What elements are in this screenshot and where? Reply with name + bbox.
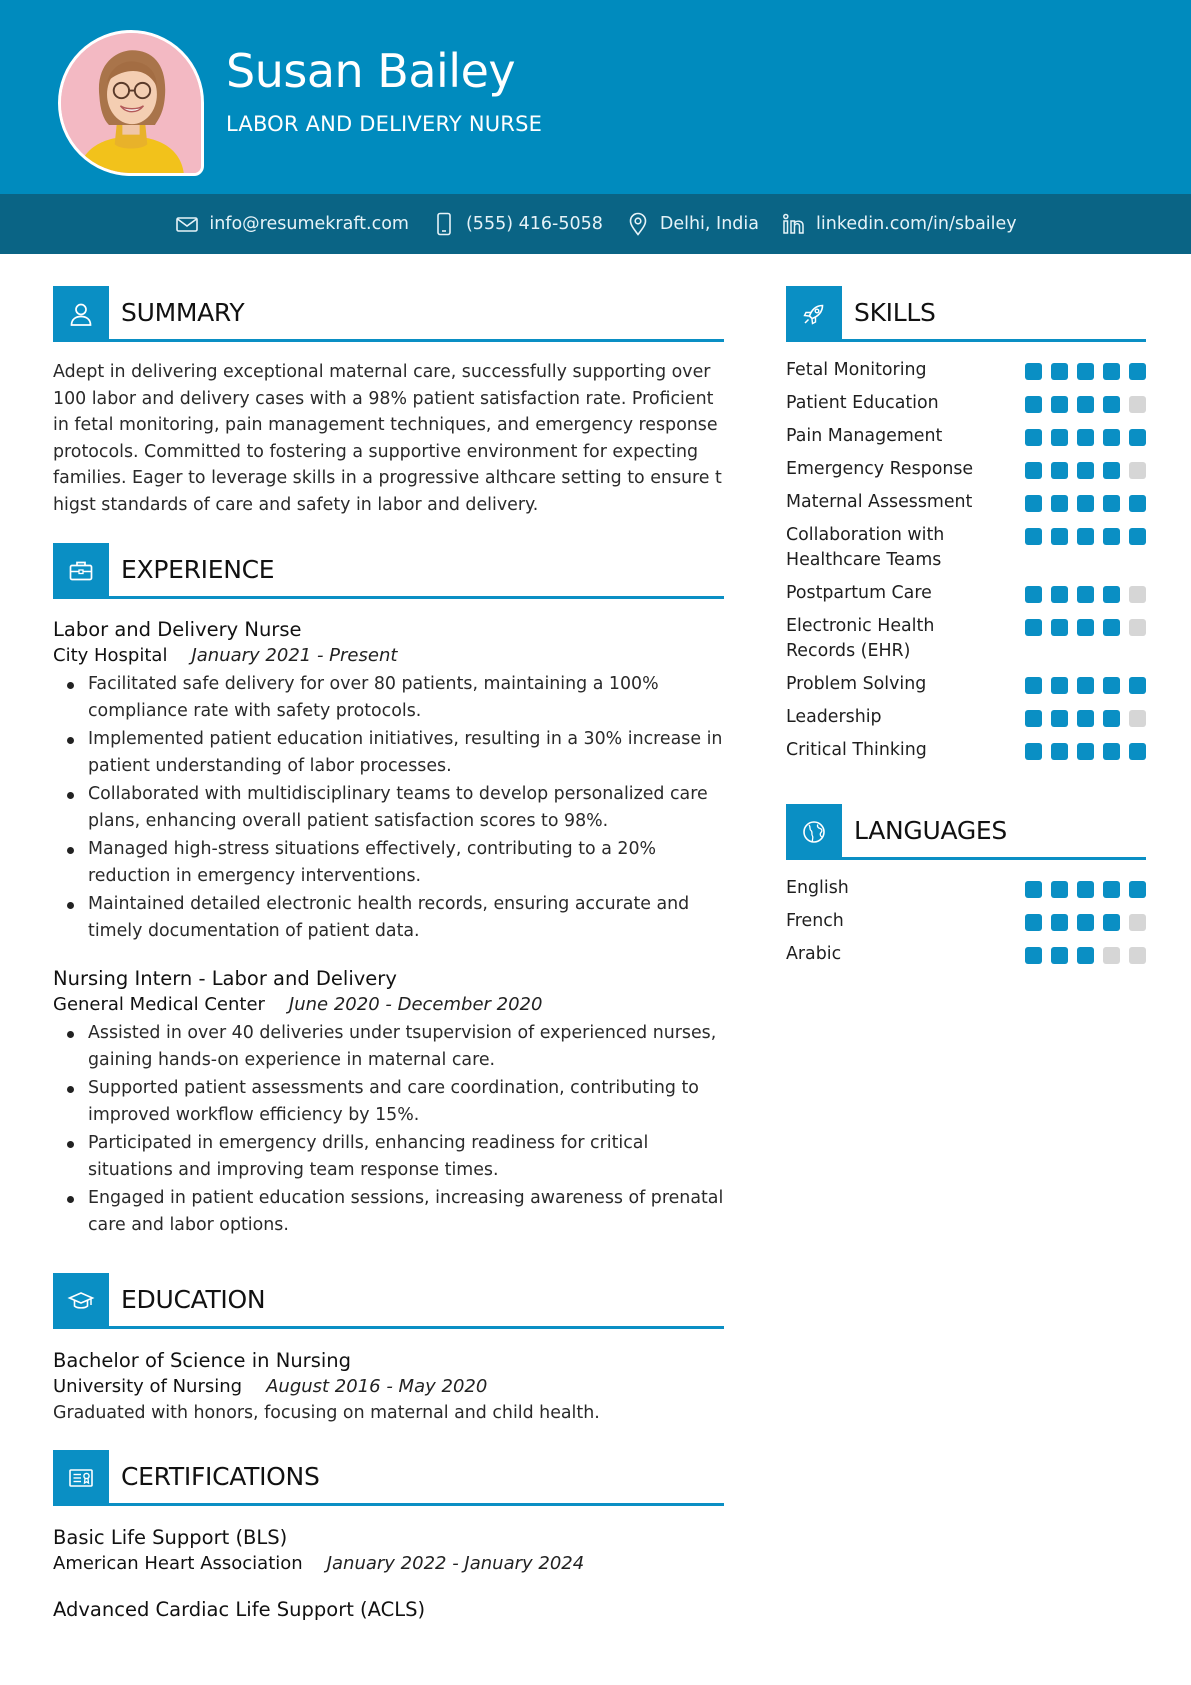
- bullet-item: Implemented patient education initiatives, resulting in a 30% increase in patient understanding of labor processes.: [53, 726, 724, 779]
- rating-dot-filled: [1025, 914, 1042, 931]
- phone-icon: [431, 211, 457, 237]
- rating-dot-empty: [1129, 396, 1146, 413]
- rating-dot-filled: [1025, 396, 1042, 413]
- bullet-item: Assisted in over 40 deliveries under tsupervision of experienced nurses, gaining hands-on experience in maternal care.: [53, 1020, 724, 1073]
- rating-dot-filled: [1103, 914, 1120, 931]
- bullet-item: Participated in emergency drills, enhancing readiness for critical situations and improving team response times.: [53, 1130, 724, 1183]
- rating-dot-filled: [1129, 881, 1146, 898]
- contact-linkedin[interactable]: [781, 211, 1017, 237]
- education-dates: August 2016 - May 2020: [266, 1376, 488, 1397]
- rating-dot-filled: [1077, 495, 1094, 512]
- certification-name: Basic Life Support (BLS): [53, 1526, 288, 1549]
- rating-dot-empty: [1103, 947, 1120, 964]
- rating-dot-empty: [1129, 710, 1146, 727]
- school-name: University of Nursing: [53, 1376, 243, 1397]
- education-entry: [53, 1348, 724, 1427]
- languages-title: LANGUAGES: [854, 816, 1007, 845]
- rating-dot-filled: [1103, 743, 1120, 760]
- rating-dots: [1025, 672, 1146, 694]
- skill-row-label: Collaboration with Healthcare Teams: [786, 525, 945, 570]
- rating-dot-filled: [1051, 619, 1068, 636]
- rating-dot-filled: [1077, 710, 1094, 727]
- skill-row-label: Maternal Assessment: [786, 492, 973, 512]
- rating-dots: [1025, 909, 1146, 931]
- rating-dot-filled: [1103, 677, 1120, 694]
- rating-dot-filled: [1129, 429, 1146, 446]
- language-row: [786, 942, 1146, 967]
- contact-email[interactable]: [174, 211, 409, 237]
- skill-row: [786, 457, 1146, 482]
- skills-list: [786, 358, 1146, 771]
- rating-dot-filled: [1077, 743, 1094, 760]
- rating-dots: [1025, 705, 1146, 727]
- rating-dot-filled: [1051, 743, 1068, 760]
- rating-dot-filled: [1051, 495, 1068, 512]
- skill-row-label: Electronic Health Records (EHR): [786, 616, 935, 661]
- summary-title: SUMMARY: [121, 298, 245, 327]
- linkedin-icon: [781, 211, 807, 237]
- rating-dot-filled: [1025, 462, 1042, 479]
- location-text: Delhi, India: [659, 214, 759, 234]
- rating-dot-filled: [1051, 710, 1068, 727]
- skill-row: [786, 424, 1146, 449]
- skill-row: [786, 391, 1146, 416]
- rating-dot-filled: [1103, 528, 1120, 545]
- skill-row-label: Critical Thinking: [786, 740, 927, 760]
- rating-dot-filled: [1051, 947, 1068, 964]
- rating-dot-filled: [1077, 363, 1094, 380]
- rating-dot-filled: [1025, 495, 1042, 512]
- rating-dot-filled: [1077, 462, 1094, 479]
- bullet-item: Managed high-stress situations effectively, contributing to a 20% reduction in emergency interventions.: [53, 836, 724, 889]
- rating-dot-filled: [1129, 743, 1146, 760]
- certifications-title: CERTIFICATIONS: [121, 1462, 320, 1491]
- skill-row-label: Fetal Monitoring: [786, 360, 927, 380]
- language-row-label: French: [786, 911, 844, 931]
- rating-dot-filled: [1051, 462, 1068, 479]
- rating-dot-filled: [1103, 710, 1120, 727]
- email-text: info@resumekraft.com: [209, 214, 409, 234]
- rating-dot-filled: [1025, 743, 1042, 760]
- language-row-label: English: [786, 878, 849, 898]
- skill-row: [786, 705, 1146, 730]
- rating-dot-filled: [1103, 619, 1120, 636]
- rating-dots: [1025, 876, 1146, 898]
- skill-row: [786, 358, 1146, 383]
- job-entry: [53, 966, 724, 1240]
- user-icon: [53, 286, 109, 342]
- certification-entry: [53, 1597, 724, 1623]
- rating-dot-filled: [1025, 586, 1042, 603]
- skill-row-label: Leadership: [786, 707, 882, 727]
- skill-row: [786, 490, 1146, 515]
- rating-dot-filled: [1077, 947, 1094, 964]
- phone-text: (555) 416-5058: [465, 214, 603, 234]
- linkedin-text: linkedin.com/in/sbailey: [816, 214, 1017, 234]
- skill-row-label: Patient Education: [786, 393, 939, 413]
- bullet-item: Engaged in patient education sessions, increasing awareness of prenatal care and labor options.: [53, 1185, 724, 1238]
- rating-dots: [1025, 358, 1146, 380]
- rating-dots: [1025, 523, 1146, 545]
- certificate-icon: [53, 1450, 109, 1506]
- skill-row-label: Postpartum Care: [786, 583, 932, 603]
- job-org: General Medical Center: [53, 994, 265, 1015]
- skill-row-label: Pain Management: [786, 426, 943, 446]
- certifications-heading: [53, 1450, 724, 1506]
- profile-photo: [58, 30, 204, 176]
- skill-row: [786, 738, 1146, 763]
- skill-row: [786, 581, 1146, 606]
- summary-heading: [53, 286, 724, 342]
- job-role: Labor and Delivery Nurse: [53, 618, 302, 641]
- map-pin-icon: [625, 211, 651, 237]
- rating-dot-filled: [1077, 677, 1094, 694]
- rating-dot-filled: [1103, 429, 1120, 446]
- rating-dots: [1025, 738, 1146, 760]
- contact-bar: [0, 194, 1191, 254]
- skills-title: SKILLS: [854, 298, 936, 327]
- summary-text: Adept in delivering exceptional maternal care, successfully supporting over 100 labor and delivery cases with a 98% patient satisfaction rate. Proficient in fetal monitoring, pain management techniques, and emergency response protocols. Committed to fostering a supportive environment for expecting families. Eager to leverage skills in a progressive althcare setting to ensure t higst standards of care and safety in labor and delivery.: [53, 362, 722, 515]
- rating-dot-filled: [1051, 528, 1068, 545]
- experience-heading: [53, 543, 724, 599]
- rating-dot-filled: [1077, 586, 1094, 603]
- degree-name: Bachelor of Science in Nursing: [53, 1349, 352, 1372]
- job-entry: [53, 617, 724, 946]
- rating-dot-filled: [1103, 881, 1120, 898]
- education-heading: [53, 1273, 724, 1329]
- rating-dot-filled: [1103, 396, 1120, 413]
- globe-icon: [786, 804, 842, 860]
- skill-row-label: Emergency Response: [786, 459, 974, 479]
- rating-dot-filled: [1077, 396, 1094, 413]
- rating-dot-empty: [1129, 462, 1146, 479]
- language-row: [786, 909, 1146, 934]
- rating-dot-filled: [1129, 363, 1146, 380]
- certification-name: Advanced Cardiac Life Support (ACLS): [53, 1598, 426, 1621]
- education-title: EDUCATION: [121, 1285, 266, 1314]
- resume-header: [0, 0, 1191, 194]
- rating-dot-filled: [1103, 363, 1120, 380]
- rating-dot-filled: [1129, 528, 1146, 545]
- rating-dot-filled: [1077, 619, 1094, 636]
- rating-dots: [1025, 942, 1146, 964]
- rocket-icon: [786, 286, 842, 342]
- languages-list: [786, 876, 1146, 975]
- experience-title: EXPERIENCE: [121, 555, 275, 584]
- job-bullets: [53, 1020, 724, 1238]
- job-role: Nursing Intern - Labor and Delivery: [53, 967, 397, 990]
- rating-dot-empty: [1129, 586, 1146, 603]
- rating-dot-filled: [1051, 396, 1068, 413]
- rating-dot-filled: [1103, 462, 1120, 479]
- rating-dot-filled: [1025, 363, 1042, 380]
- skill-row: [786, 523, 1146, 573]
- contact-phone[interactable]: [431, 211, 603, 237]
- bullet-item: Maintained detailed electronic health records, ensuring accurate and timely documentation of patient data.: [53, 891, 724, 944]
- languages-heading: [786, 804, 1146, 860]
- rating-dots: [1025, 424, 1146, 446]
- bullet-item: Facilitated safe delivery for over 80 patients, maintaining a 100% compliance rate with safety protocols.: [53, 671, 724, 724]
- rating-dot-empty: [1129, 619, 1146, 636]
- rating-dots: [1025, 457, 1146, 479]
- job-org: City Hospital: [53, 645, 168, 666]
- job-meta: [53, 992, 724, 1018]
- rating-dot-filled: [1025, 619, 1042, 636]
- candidate-name: Susan Bailey: [226, 44, 516, 98]
- bullet-item: Supported patient assessments and care coordination, contributing to improved workflow efficiency by 15%.: [53, 1075, 724, 1128]
- certification-dates: January 2022 - January 2024: [326, 1553, 585, 1574]
- rating-dot-filled: [1025, 947, 1042, 964]
- briefcase-icon: [53, 543, 109, 599]
- rating-dot-filled: [1051, 363, 1068, 380]
- skills-heading: [786, 286, 1146, 342]
- bullet-item: Collaborated with multidisciplinary teams to develop personalized care plans, enhancing overall patient satisfaction scores to 98%.: [53, 781, 724, 834]
- rating-dot-filled: [1103, 495, 1120, 512]
- education-note: Graduated with honors, focusing on maternal and child health.: [53, 1403, 600, 1423]
- rating-dot-filled: [1025, 710, 1042, 727]
- rating-dot-filled: [1129, 677, 1146, 694]
- rating-dot-filled: [1025, 881, 1042, 898]
- contact-location: [625, 211, 759, 237]
- rating-dot-filled: [1077, 528, 1094, 545]
- rating-dot-empty: [1129, 914, 1146, 931]
- rating-dot-filled: [1051, 429, 1068, 446]
- rating-dots: [1025, 490, 1146, 512]
- rating-dot-filled: [1051, 881, 1068, 898]
- skill-row-label: Problem Solving: [786, 674, 927, 694]
- rating-dot-empty: [1129, 947, 1146, 964]
- job-bullets: [53, 671, 724, 944]
- rating-dot-filled: [1077, 429, 1094, 446]
- candidate-title: LABOR AND DELIVERY NURSE: [226, 112, 543, 136]
- envelope-icon: [174, 211, 200, 237]
- certification-entry: [53, 1525, 724, 1577]
- rating-dot-filled: [1103, 586, 1120, 603]
- rating-dots: [1025, 614, 1146, 636]
- rating-dot-filled: [1025, 528, 1042, 545]
- education-meta: [53, 1374, 724, 1400]
- job-meta: [53, 643, 724, 669]
- rating-dot-filled: [1077, 881, 1094, 898]
- rating-dot-filled: [1025, 677, 1042, 694]
- rating-dots: [1025, 581, 1146, 603]
- rating-dot-filled: [1129, 495, 1146, 512]
- rating-dots: [1025, 391, 1146, 413]
- language-row: [786, 876, 1146, 901]
- language-row-label: Arabic: [786, 944, 842, 964]
- rating-dot-filled: [1051, 677, 1068, 694]
- skill-row: [786, 614, 1146, 664]
- rating-dot-filled: [1025, 429, 1042, 446]
- certification-issuer: American Heart Association: [53, 1553, 303, 1574]
- job-dates: June 2020 - December 2020: [288, 994, 543, 1015]
- job-dates: January 2021 - Present: [191, 645, 398, 666]
- rating-dot-filled: [1051, 586, 1068, 603]
- graduation-cap-icon: [53, 1273, 109, 1329]
- rating-dot-filled: [1051, 914, 1068, 931]
- skill-row: [786, 672, 1146, 697]
- certification-meta: [53, 1551, 724, 1577]
- portrait-photo-icon: [61, 33, 201, 173]
- rating-dot-filled: [1077, 914, 1094, 931]
